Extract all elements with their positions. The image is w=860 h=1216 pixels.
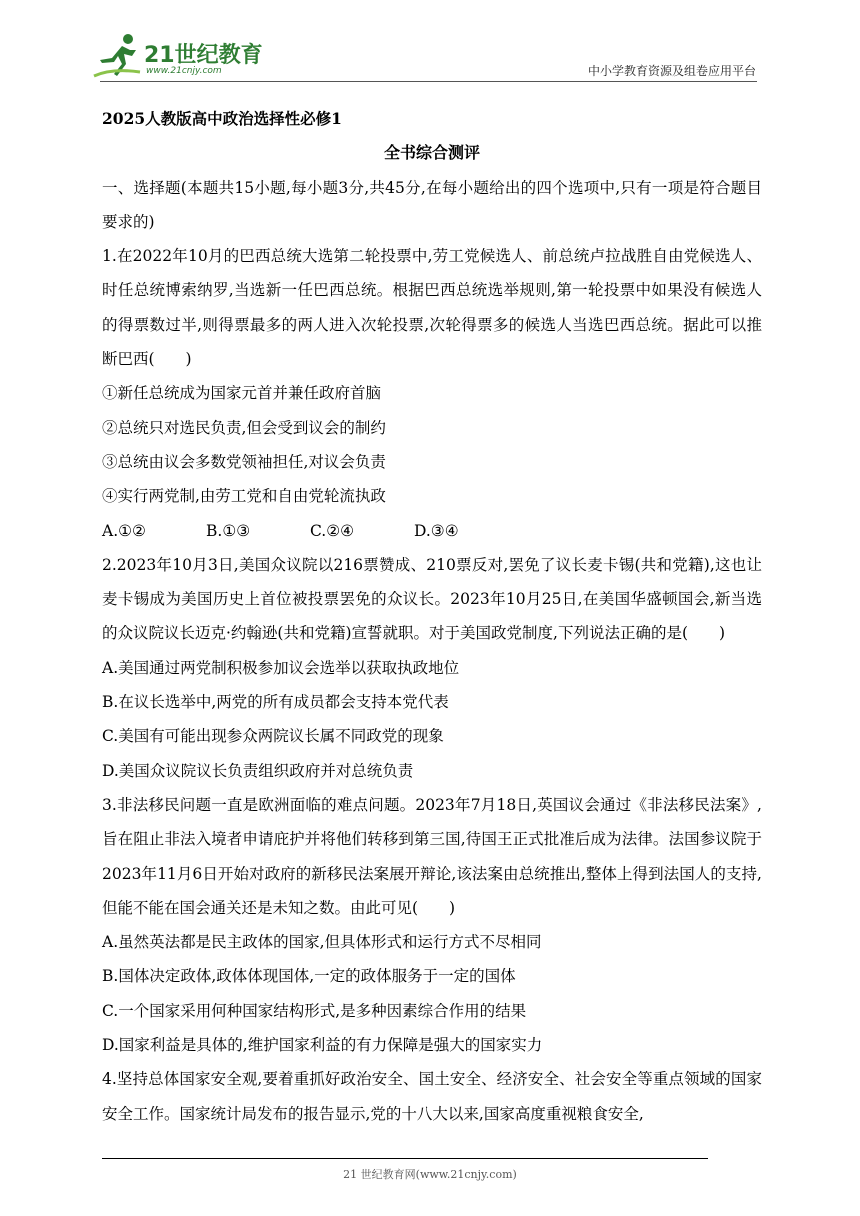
logo-url: www.21cnjy.com — [146, 66, 222, 76]
q3-option-a: A.虽然英法都是民主政体的国家,但具体形式和运行方式不尽相同 — [102, 933, 542, 952]
q1-options — [102, 514, 762, 548]
q1-option-b: B.①③ — [206, 521, 251, 540]
q3-option-d: D.国家利益是具体的,维护国家利益的有力保障是强大的国家实力 — [102, 1036, 543, 1055]
question-2-stem: 2.2023年10月3日,美国众议院以216票赞成、210票反对,罢免了议长麦卡锡(共和党籍),这也让麦卡锡成为美国历史上首位被投票罢免的众议长。2023年10月25日,在美国华盛顿国会,新当选的众议院议长迈克·约翰逊(共和党籍)宣誓就职。对于美国政党制度,下列说法正确的是( ) — [102, 555, 762, 643]
part-heading: 一、选择题(本题共15小题,每小题3分,共45分,在每小题给出的四个选项中,只有一项是符合题目要求的) — [102, 178, 762, 231]
q2-option-c: C.美国有可能出现参众两院议长属不同政党的现象 — [102, 727, 444, 746]
document-body — [102, 102, 762, 1131]
q1-item: ②总统只对选民负责,但会受到议会的制约 — [102, 418, 386, 437]
question-1-stem: 1.在2022年10月的巴西总统大选第二轮投票中,劳工党候选人、前总统卢拉战胜自由党候选人、时任总统博索纳罗,当选新一任巴西总统。根据巴西总统选举规则,第一轮投票中如果没有候选人的得票数过半,则得票最多的两人进入次轮投票,次轮得票多的候选人当选巴西总统。据此可以推断巴西( ) — [102, 247, 762, 369]
page-footer: 21 世纪教育网(www.21cnjy.com) — [343, 1168, 517, 1181]
runner-icon — [92, 30, 142, 82]
q1-item: ①新任总统成为国家元首并兼任政府首脑 — [102, 384, 382, 403]
platform-name: 中小学教育资源及组卷应用平台 — [587, 64, 756, 78]
q2-option-b: B.在议长选举中,两党的所有成员都会支持本党代表 — [102, 693, 449, 712]
document-title: 2025人教版高中政治选择性必修1 — [102, 109, 342, 128]
q3-option-c: C.一个国家采用何种国家结构形式,是多种因素综合作用的结果 — [102, 1001, 527, 1020]
logo-text: 21世纪教育 — [144, 43, 263, 68]
page-header — [0, 0, 860, 100]
q1-item: ④实行两党制,由劳工党和自由党轮流执政 — [102, 487, 386, 506]
q1-item: ③总统由议会多数党领袖担任,对议会负责 — [102, 452, 386, 471]
section-title: 全书综合测评 — [383, 143, 480, 163]
question-4-stem: 4.坚持总体国家安全观,要着重抓好政治安全、国土安全、经济安全、社会安全等重点领域的国家安全工作。国家统计局发布的报告显示,党的十八大以来,国家高度重视粮食安全, — [102, 1070, 762, 1123]
q2-option-a: A.美国通过两党制积极参加议会选举以获取执政地位 — [102, 658, 460, 677]
q1-option-c: C.②④ — [310, 521, 355, 540]
header-divider — [100, 81, 757, 82]
question-3-stem: 3.非法移民问题一直是欧洲面临的难点问题。2023年7月18日,英国议会通过《非法移民法案》,旨在阻止非法入境者申请庇护并将他们转移到第三国,待国王正式批准后成为法律。法国参议院于2023年11月6日开始对政府的新移民法案展开辩论,该法案由总统推出,整体上得到法国人的支持,但能不能在国会通关还是未知之数。由此可见( ) — [102, 795, 762, 917]
q1-option-a: A.①② — [102, 521, 146, 540]
q2-option-d: D.美国众议院议长负责组织政府并对总统负责 — [102, 761, 414, 780]
q1-option-d: D.③④ — [414, 521, 459, 540]
q3-option-b: B.国体决定政体,政体体现国体,一定的政体服务于一定的国体 — [102, 967, 516, 986]
site-logo — [92, 30, 262, 82]
footer-divider — [102, 1158, 708, 1159]
